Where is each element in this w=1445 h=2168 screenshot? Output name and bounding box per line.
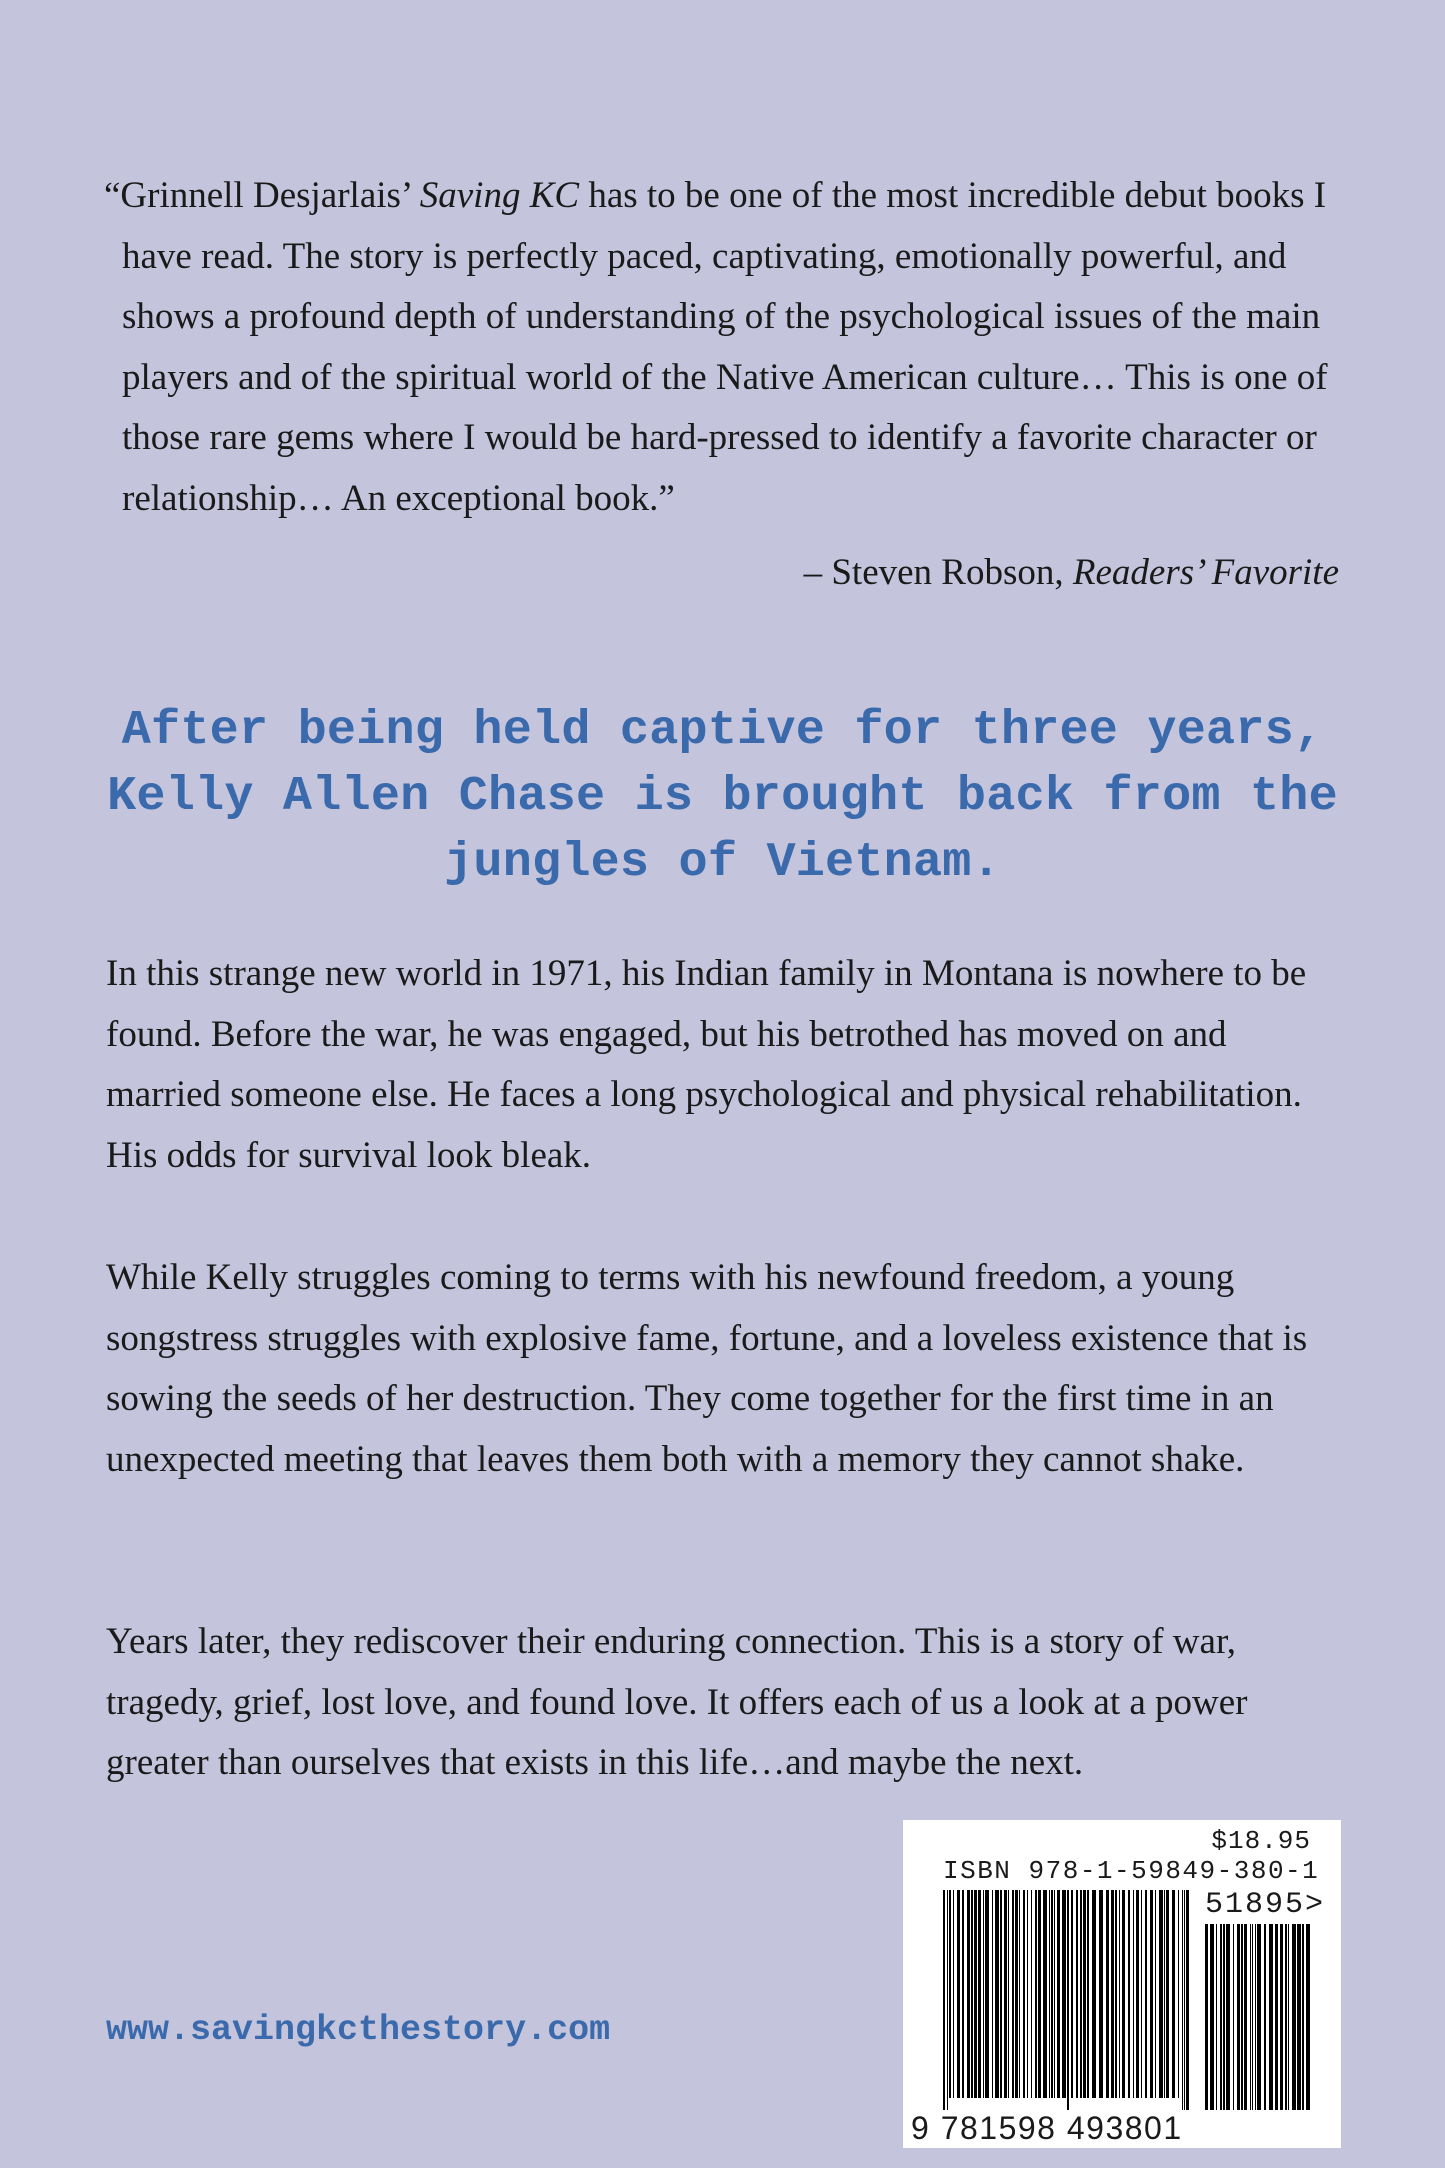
synopsis-paragraph-3: Years later, they rediscover their enduring connection. This is a story of war, tragedy, grief, lost love, and found love. It offers each of us a look at a power greater than ourselves that exists in this life…and maybe the next. bbox=[106, 1621, 1248, 1783]
barcode-bar bbox=[1111, 1890, 1114, 2098]
barcode-bar bbox=[1133, 1890, 1134, 2098]
barcode-bar bbox=[953, 1890, 954, 2098]
barcode-bar bbox=[1023, 1890, 1025, 2098]
barcode-bar bbox=[1083, 1890, 1086, 2098]
barcode-bar bbox=[943, 1890, 945, 2110]
barcode-bar bbox=[1128, 1890, 1130, 2098]
barcode-bar bbox=[983, 1890, 984, 2098]
isbn-label: ISBN 978-1-59849-380-1 bbox=[943, 1856, 1320, 1886]
ean-number: 9 781598 493801 bbox=[911, 2110, 1183, 2146]
synopsis-paragraph-2: While Kelly struggles coming to terms with his newfound freedom, a young songstress struggles with explosive fame, fortune, and a loveless existence that is sowing the seeds of her destruction. They come together for the first time in an unexpected meeting that leaves them both with a memory they cannot shake. bbox=[106, 1257, 1308, 1480]
price-label: $18.95 bbox=[1211, 1826, 1311, 1856]
barcode-bar bbox=[995, 1890, 999, 2098]
barcode-bar bbox=[1164, 1890, 1165, 2098]
barcode-bar bbox=[957, 1890, 960, 2098]
barcode-bar bbox=[1216, 1924, 1217, 2110]
barcode-bar bbox=[1150, 1890, 1153, 2098]
barcode-bar bbox=[1233, 1924, 1234, 2110]
barcode-bar bbox=[1027, 1890, 1028, 2098]
barcode-bar bbox=[949, 1890, 951, 2098]
barcode-bar bbox=[978, 1890, 981, 2098]
barcode-bar bbox=[1269, 1924, 1273, 2110]
synopsis-paragraph-1: In this strange new world in 1971, his Indian family in Montana is nowhere to be found. Before the war, he was engaged, but his betrothed has moved on and married someone else. He faces a long psychological and physical rehabilitation. His odds for survival look bleak. bbox=[106, 953, 1307, 1176]
barcode-bar bbox=[985, 1890, 989, 2098]
barcode-bar bbox=[1252, 1924, 1253, 2110]
barcode-bar bbox=[1062, 1890, 1066, 2098]
barcode-bar bbox=[1223, 1924, 1225, 2110]
barcode-bar bbox=[1049, 1890, 1050, 2098]
barcode-bar bbox=[1264, 1924, 1266, 2110]
barcode-bar bbox=[1241, 1924, 1243, 2110]
barcode-bar bbox=[1178, 1890, 1179, 2098]
barcode-bar bbox=[1035, 1890, 1037, 2098]
barcode-bar bbox=[1043, 1890, 1047, 2098]
barcode-bar bbox=[1226, 1924, 1230, 2110]
barcode-bar bbox=[1071, 1890, 1073, 2098]
barcode-bar bbox=[1184, 1890, 1185, 2110]
barcode-bar bbox=[1012, 1890, 1014, 2098]
barcode-bar bbox=[1306, 1924, 1310, 2110]
barcode-bar bbox=[1008, 1890, 1009, 2098]
book-title: Saving KC bbox=[419, 175, 580, 216]
barcode-bar bbox=[1004, 1890, 1007, 2098]
barcode-bar bbox=[1051, 1890, 1053, 2098]
barcode-bar bbox=[1115, 1890, 1117, 2098]
barcode-bar bbox=[1297, 1924, 1301, 2110]
barcode-bar bbox=[1119, 1890, 1120, 2098]
ean-barcode bbox=[941, 1890, 1191, 2110]
barcode-bar bbox=[1057, 1890, 1060, 2098]
barcode-bar bbox=[1076, 1890, 1078, 2098]
barcode-bar bbox=[1038, 1890, 1041, 2098]
barcode-bar bbox=[1092, 1890, 1096, 2098]
barcode-bar bbox=[1257, 1924, 1261, 2110]
review-source: Readers’ Favorite bbox=[1072, 552, 1339, 593]
barcode-bar bbox=[1292, 1924, 1296, 2110]
barcode-bar bbox=[1288, 1924, 1289, 2110]
barcode-bar bbox=[1000, 1890, 1002, 2098]
barcode-bar bbox=[1237, 1924, 1240, 2110]
barcode-bar bbox=[992, 1890, 993, 2098]
barcode-bar bbox=[1122, 1890, 1125, 2098]
isbn-barcode-block bbox=[903, 1820, 1341, 2148]
barcode-bar bbox=[1220, 1924, 1222, 2110]
review-quote-text: “Grinnell Desjarlais’ Saving KC has to be one of the most incredible debut books I have read. The story is perfectly paced, captivating, emotionally powerful, and shows a profound depth of understanding of the psychological issues of the main players and of the spiritual world of the Native American culture… This is one of those rare gems where I would be hard-pressed to identify a favorite character or relationship… An exceptional book.” bbox=[104, 175, 1328, 519]
barcode-bar bbox=[1210, 1924, 1214, 2110]
barcode-bar bbox=[1275, 1924, 1278, 2110]
website-link[interactable]: www.savingkcthestory.com bbox=[106, 2010, 611, 2050]
barcode-bar bbox=[1172, 1890, 1175, 2098]
barcode-bar bbox=[1182, 1890, 1183, 2110]
barcode-bar bbox=[1054, 1890, 1055, 2098]
barcode-bar bbox=[1205, 1924, 1208, 2110]
barcode-bar bbox=[947, 1890, 948, 2110]
barcode-bar bbox=[974, 1890, 977, 2098]
barcode-bar bbox=[1015, 1890, 1018, 2098]
barcode-bar bbox=[1136, 1890, 1139, 2098]
barcode-bar bbox=[1250, 1924, 1251, 2110]
barcode-bar bbox=[1031, 1890, 1032, 2098]
barcode-bar bbox=[1155, 1890, 1156, 2098]
barcode-bar bbox=[962, 1890, 964, 2098]
price-addon-code: 51895> bbox=[1205, 1888, 1326, 1922]
barcode-bar bbox=[1159, 1890, 1163, 2098]
barcode-bar bbox=[1141, 1890, 1142, 2098]
review-attribution: – Steven Robson, Readers’ Favorite bbox=[803, 552, 1339, 593]
barcode-bar bbox=[967, 1890, 970, 2098]
addon-barcode bbox=[1203, 1924, 1313, 2110]
barcode-bar bbox=[1244, 1924, 1247, 2110]
barcode-bar bbox=[1285, 1924, 1287, 2110]
barcode-bar bbox=[971, 1890, 973, 2098]
review-quote bbox=[104, 166, 1344, 529]
barcode-bar bbox=[1166, 1890, 1169, 2098]
barcode-bar bbox=[1106, 1890, 1109, 2098]
barcode-bar bbox=[1087, 1890, 1089, 2098]
barcode-bar bbox=[1080, 1890, 1082, 2098]
barcode-bar bbox=[1302, 1924, 1304, 2110]
barcode-bar bbox=[1186, 1890, 1189, 2110]
barcode-bar bbox=[1145, 1890, 1147, 2098]
barcode-bar bbox=[1067, 1890, 1069, 2110]
barcode-bar bbox=[1280, 1924, 1283, 2110]
barcode-bar bbox=[1019, 1890, 1020, 2098]
barcode-bar bbox=[1255, 1924, 1256, 2110]
barcode-bar bbox=[1099, 1890, 1103, 2098]
headline: After being held captive for three years, Kelly Allen Chase is brought back from the jungles of Vietnam. bbox=[107, 703, 1338, 890]
